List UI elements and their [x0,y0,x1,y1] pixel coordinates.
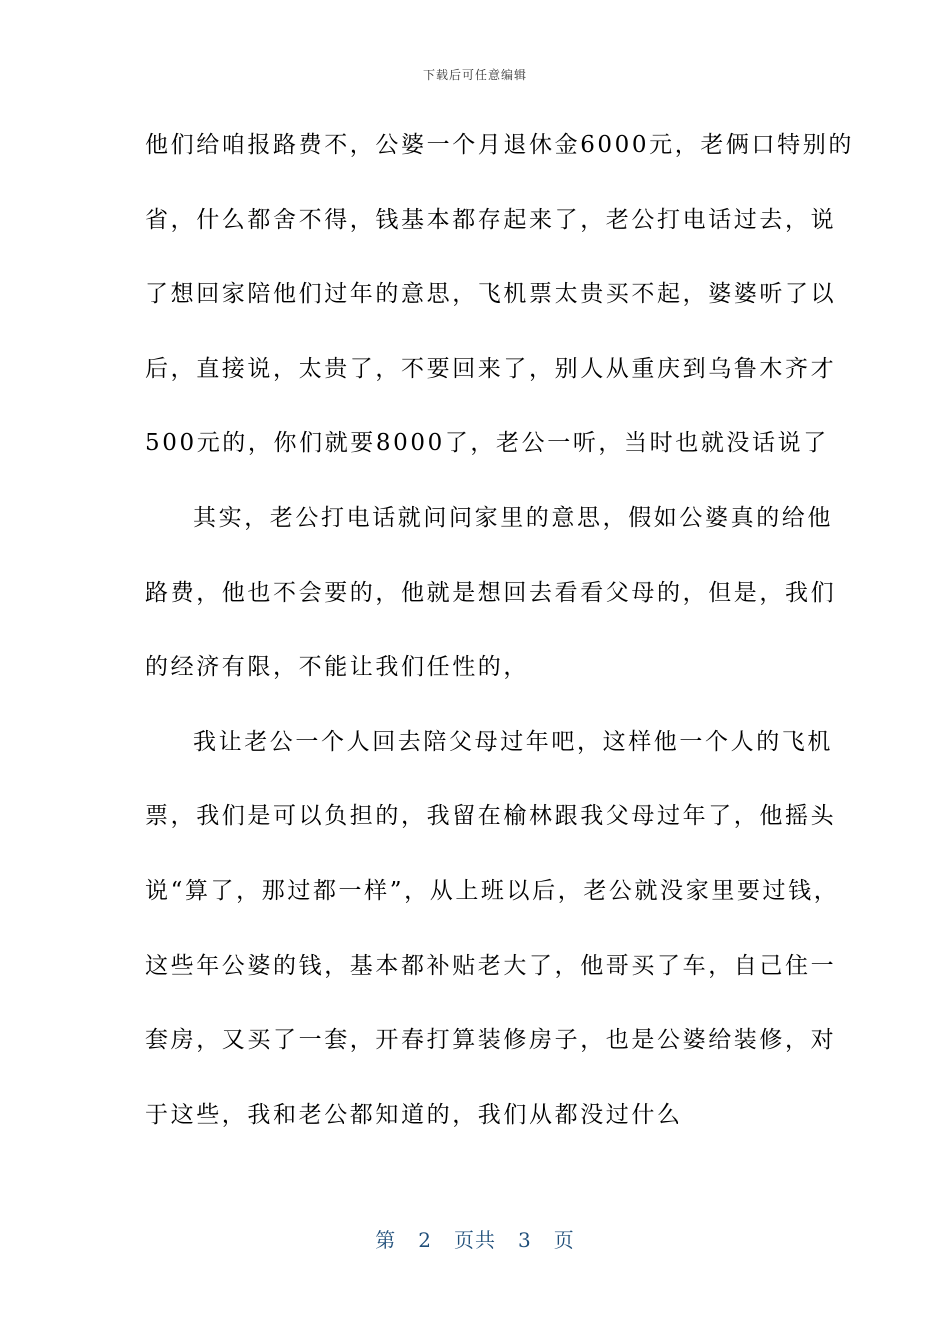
footer-middle: 页共 [454,1228,496,1252]
total-pages-number: 3 [518,1228,532,1252]
text-line: 路费，他也不会要的，他就是想回去看看父母的，但是，我们 [145,579,837,606]
text-line: 于这些，我和老公都知道的，我们从都没过什么 [145,1101,683,1128]
text-line: 说“算了，那过都一样”，从上班以后，老公就没家里要过钱， [145,877,840,904]
text-line: 这些年公婆的钱，基本都补贴老大了，他哥买了车，自己住一 [145,952,837,979]
text-line: 了想回家陪他们过年的意思，飞机票太贵买不起，婆婆听了以 [145,281,837,308]
text-line: 票，我们是可以负担的，我留在榆林跟我父母过年了，他摇头 [145,803,837,830]
text-line: 套房，又买了一套，开春打算装修房子，也是公婆给装修，对 [145,1027,837,1054]
current-page-number: 2 [418,1228,432,1252]
text-line: 的经济有限，不能让我们任性的， [145,654,529,681]
footer-prefix: 第 [375,1228,397,1252]
text-line: 他们给咱报路费不，公婆一个月退休金6000元，老俩口特别的 [145,132,854,158]
footer-suffix: 页 [553,1228,575,1252]
paragraph [145,481,837,705]
text-line: 省，什么都舍不得，钱基本都存起来了，老公打电话过去，说 [145,206,837,233]
body-text [145,108,854,1152]
header-note: 下载后可任意编辑 [422,68,527,82]
text-line: 我让老公一个人回去陪父母过年吧，这样他一个人的飞机 [193,728,833,755]
text-line: 500元的，你们就要8000了，老公一听，当时也就没话说了 [145,430,829,457]
paragraph [145,705,840,1153]
paragraph [145,108,854,481]
page-footer [0,1224,950,1253]
text-line: 其实，老公打电话就问问家里的意思，假如公婆真的给他 [193,504,833,531]
text-line: 后，直接说，太贵了，不要回来了，别人从重庆到乌鲁木齐才 [145,355,837,382]
